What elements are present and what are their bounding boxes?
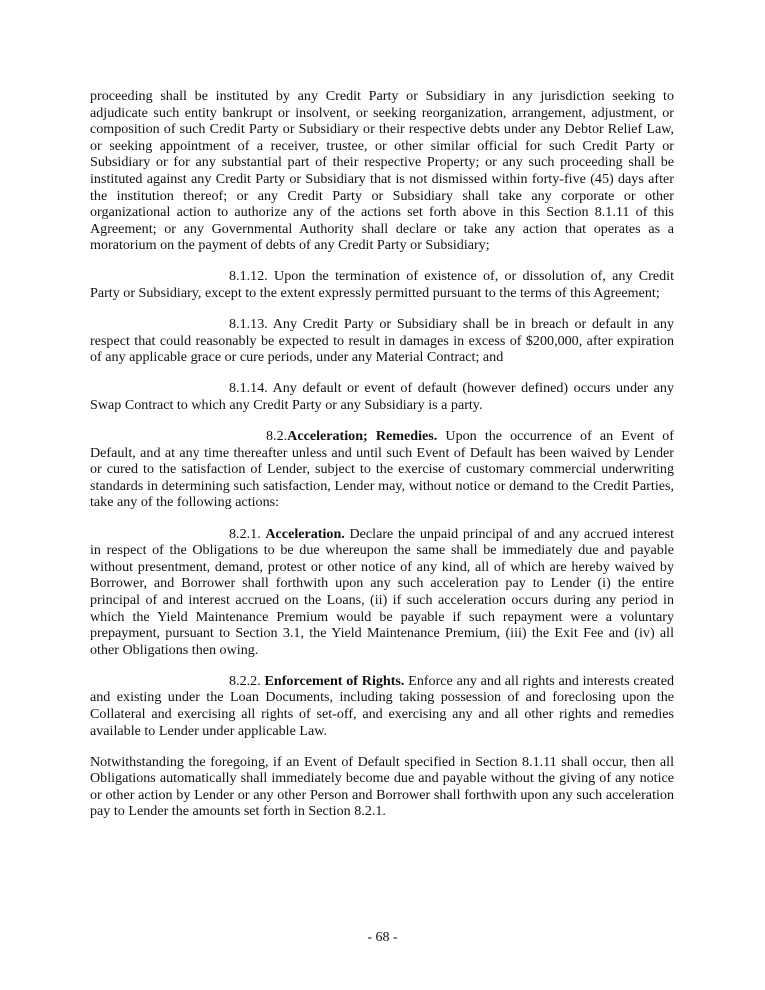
notwithstanding-paragraph: Notwithstanding the foregoing, if an Event of Default specified in Section 8.1.11 shall occur, then all Obligations automatically shall immediately become due and payable without the giving of any notice or other action by Lender or any other Person and Borrower shall forthwith upon any such acceleration pay to Lender the amounts set forth in Section 8.2.1.: [90, 753, 674, 820]
section-8-2-1-heading: Acceleration.: [265, 525, 345, 542]
section-8-1-12: 8.1.12. Upon the termination of existence of, or dissolution of, any Credit Party or Subsidiary, except to the extent expressly permitted pursuant to the terms of this Agreement;: [90, 268, 674, 302]
section-8-1-11-continuation: proceeding shall be instituted by any Credit Party or Subsidiary in any jurisdiction seeking to adjudicate such entity bankrupt or insolvent, or seeking reorganization, arrangement, adjustment, or composition of such Credit Party or Subsidiary or their respective debts under any Debtor Relief Law, or seeking appointment of a receiver, trustee, or other similar official for such Credit Party or Subsidiary or for any substantial part of their respective Property; or any such proceeding shall be instituted against any Credit Party or Subsidiary that is not dismissed within forty-five (45) days after the institution thereof; or any Credit Party or Subsidiary shall take any corporate or other organizational action to authorize any of the actions set forth above in this Section 8.1.11 of this Agreement; or any Governmental Authority shall declare or take any action that operates as a moratorium on the payment of debts of any Credit Party or Subsidiary;: [90, 88, 674, 254]
section-8-1-14: 8.1.14. Any default or event of default (however defined) occurs under any Swap Contract to which any Credit Party or any Subsidiary is a party.: [90, 380, 674, 413]
section-8-2-2: [90, 673, 674, 739]
section-8-2-1-number: 8.2.1.: [229, 525, 266, 542]
section-8-2-body: Upon the occurrence of an Event of Default, and at any time thereafter unless and until such Event of Default has been waived by Lender or cured to the satisfaction of Lender, subject to the exercise of customary commercial underwriting standards in determining such satisfaction, Lender may, without notice or demand to the Credit Parties, take any of the following actions:: [90, 428, 674, 511]
section-8-2-2-heading: Enforcement of Rights.: [264, 672, 405, 689]
section-8-2-heading: Acceleration; Remedies.: [287, 428, 438, 445]
section-8-2-1: [90, 526, 674, 659]
document-page: [90, 88, 674, 835]
section-8-2: [90, 428, 674, 511]
section-8-2-1-body: Declare the unpaid principal of and any accrued interest in respect of the Obligations to be due whereupon the same shall be immediately due and payable without presentment, demand, protest or other notice of any kind, all of which are hereby waived by Borrower, and Borrower shall forthwith upon any such acceleration pay to Lender (i) the entire principal of and interest accrued on the Loans, (ii) if such acceleration occurs during any period in which the Yield Maintenance Premium would be payable if such repayment were a voluntary prepayment, pursuant to Section 3.1, the Yield Maintenance Premium, (iii) the Exit Fee and (iv) all other Obligations then owing.: [90, 525, 674, 658]
section-8-1-13: 8.1.13. Any Credit Party or Subsidiary shall be in breach or default in any respect that could reasonably be expected to result in damages in excess of $200,000, after expiration of any applicable grace or cure periods, under any Material Contract; and: [90, 316, 674, 366]
section-8-2-2-body: Enforce any and all rights and interests created and existing under the Loan Documents, including taking possession of and foreclosing upon the Collateral and exercising all rights of set-off, and exercising any and all other rights and remedies available to Lender under applicable Law.: [90, 672, 675, 739]
section-8-2-number: 8.2.: [266, 428, 288, 445]
page-number: - 68 -: [367, 930, 398, 945]
section-8-2-2-number: 8.2.2.: [229, 672, 265, 689]
